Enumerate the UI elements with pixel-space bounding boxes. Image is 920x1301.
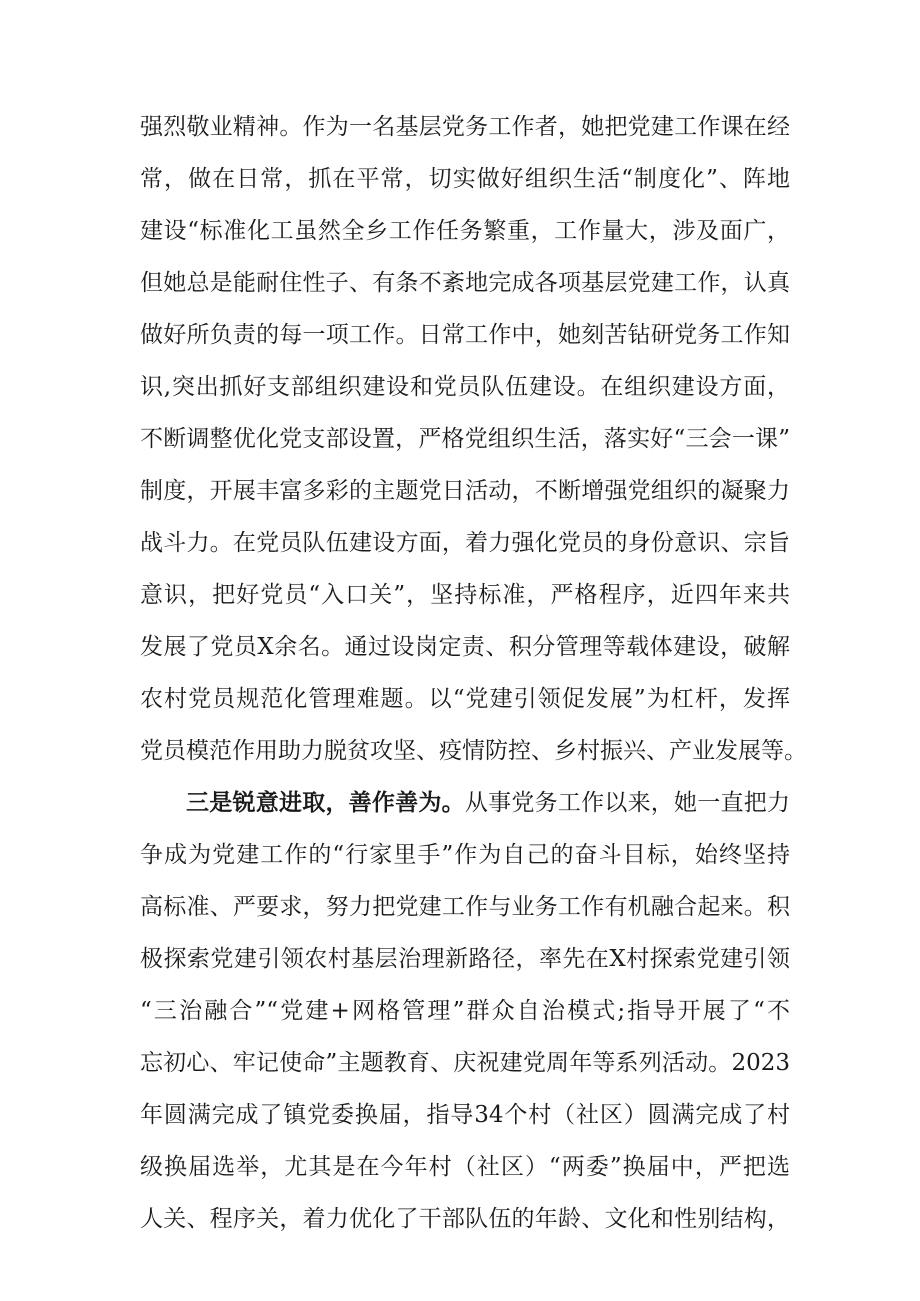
body-text-line: 农村党员规范化管理难题。以“党建引领促发展”为杠杆，发挥 [140, 686, 790, 712]
body-text-line: 做好所负责的每一项工作。日常工作中，她刻苦钻研党务工作知 [140, 322, 790, 348]
body-text-line: 不断调整优化党支部设置，严格党组织生活，落实好“三会一课” [140, 426, 790, 452]
body-text-line: 常，做在日常，抓在平常，切实做好组织生活“制度化”、阵地 [140, 166, 790, 192]
body-text-line: 建设“标准化工虽然全乡工作任务繁重，工作量大，涉及面广， [140, 218, 790, 244]
body-text-line: 争成为党建工作的“行家里手”作为自己的奋斗目标，始终坚持 [140, 842, 790, 868]
paragraph-heading: 三是锐意进取，善作善为。 [186, 789, 465, 816]
body-text-line: “三治融合”“党建+网格管理”群众自治模式;指导开展了“不 [140, 998, 790, 1024]
body-text-line: 发展了党员X余名。通过设岗定责、积分管理等载体建设，破解 [140, 634, 790, 660]
body-text-line: 人关、程序关，着力优化了干部队伍的年龄、文化和性别结构， [140, 1206, 790, 1232]
body-text-line: 强烈敬业精神。作为一名基层党务工作者，她把党建工作课在经 [140, 114, 790, 140]
body-text-line: 识,突出抓好支部组织建设和党员队伍建设。在组织建设方面， [140, 374, 790, 400]
body-text-line: 高标准、严要求，努力把党建工作与业务工作有机融合起来。积 [140, 894, 790, 920]
body-text-line: 忘初心、牢记使命”主题教育、庆祝建党周年等系列活动。2023 [140, 1050, 790, 1076]
body-text-line: 党员模范作用助力脱贫攻坚、疫情防控、乡村振兴、产业发展等。 [140, 738, 807, 764]
body-text-line: 战斗力。在党员队伍建设方面，着力强化党员的身份意识、宗旨 [140, 530, 790, 556]
paragraph-first-line-text: 从事党务工作以来，她一直把力 [464, 790, 791, 816]
body-text-line: 意识，把好党员“入口关”，坚持标准，严格程序，近四年来共 [140, 582, 790, 608]
body-text-line: 年圆满完成了镇党委换届，指导34个村（社区）圆满完成了村 [140, 1102, 790, 1128]
body-text-line: 级换届选举，尤其是在今年村（社区）“两委”换届中，严把选 [140, 1154, 790, 1180]
body-text-line: 极探索党建引领农村基层治理新路径，率先在X村探索党建引领 [140, 946, 790, 972]
paragraph-first-line [186, 777, 790, 829]
body-text-line: 但她总是能耐住性子、有条不紊地完成各项基层党建工作，认真 [140, 270, 790, 296]
body-text-line: 制度，开展丰富多彩的主题党日活动，不断增强党组织的凝聚力 [140, 478, 790, 504]
